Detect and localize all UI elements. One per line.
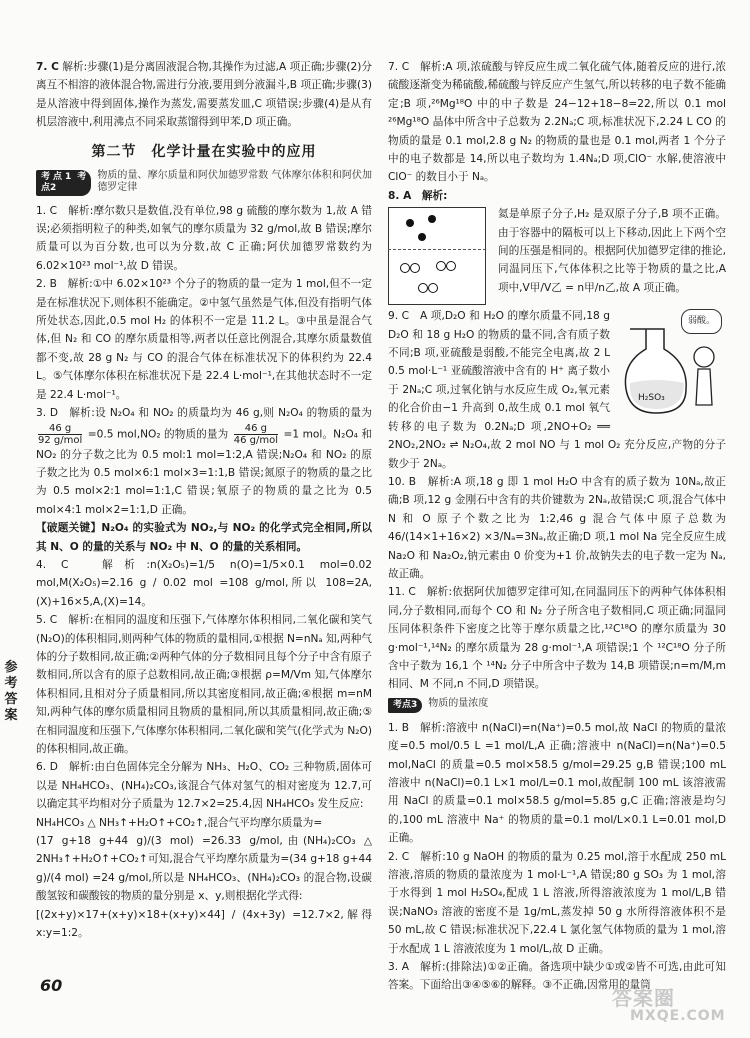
- answer-q3: [36, 404, 372, 519]
- frac-bottom: 46 g/mol: [233, 434, 279, 446]
- q3-fraction-1: [38, 423, 82, 446]
- answer-q1: 1. C 解析:摩尔数只是数值,没有单位,98 g 硫酸的摩尔数为 1,故 A 错误;必须指明粒子的种类,如氧气的摩尔质量为 32 g/mol,故 B 错误;摩尔质量可以为百分数,也可以为分数,故 C 正确;阿伏加德罗常数约为 6.02×10²³ mol⁻¹,故 D 错误。: [36, 204, 372, 272]
- answer-q7-right: 7. C 解析:A 项,浓硫酸与锌反应生成二氧化硫气体,随着反应的进行,浓硫酸逐渐变为稀硫酸,稀硫酸与锌反应产生氢气,所以转移的电子数不能确定;B 项,²⁶Mg¹⁸O 中的中子数是 24−12+18−8=22,所以 0.1 mol ²⁶Mg¹⁸O 晶体中所含中子总数为 2.2Nₐ;C 项,标准状况下,2.24 L CO 的物质的量是 0.1 mol,2.8 g N₂ 的物质的量也是 0.1 mol,两者 1 个分子中的电子数都是 14,所以电子数均为 1.4Nₐ;D 项,ClO⁻ 水解,使溶液中 ClO⁻ 的数目小于 Nₐ。: [388, 61, 726, 184]
- answer-q10: 10. B 解析:A 项,18 g 即 1 mol H₂O 中含有的质子数为 10Nₐ,故正确;B 项,12 g 金刚石中含有的共价键数为 2Nₐ,故错误;C 项,混合气体中 N 和 O 原子个数之比为 1:2,46 g 混合气体中原子总数为 46/(14×1+16×2) ×3/Nₐ=3Nₐ,故正确;D 项,1 mol Na 完全反应生成 Na₂O 和 Na₂O₂,钠元素由 0 价变为+1 价,故钠失去的电子数一定为 Nₐ,故正确。: [388, 475, 726, 580]
- frac-bottom: 92 g/mol: [38, 434, 83, 446]
- answer-q5: 5. C 解析:在相同的温度和压强下,气体摩尔体积相同,二氧化碳和笑气(N₂O)的体积相同,则两种气体的物质的量相同,①根据 N=nNₐ 知,两种气体的分子数相同,故正确;②两种气体的分子数相同且每个分子中含有原子数相同,所以含有的原子总数相同,故正确;③根据 ρ=M/Vm 知,气体摩尔体积相同,且相对分子质量相同,所以其密度相同,故正确;④根据 m=nM 知,两种气体的摩尔质量相同且物质的量相同,所以其质量相同,故正确;⑤在相同温度和压强下,气体摩尔体积相同,二氧化碳和笑气(化学式为 N₂O)的体积相同,故正确。: [36, 614, 372, 755]
- page-number: 60: [40, 976, 63, 995]
- q3-part-b: =0.5 mol,NO₂ 的物质的量为: [87, 428, 229, 440]
- frac-top: 46 g: [234, 423, 278, 435]
- q8-head: 8. A 解析:: [388, 189, 448, 202]
- right-column: [388, 58, 726, 995]
- gas-container-diagram: [388, 207, 488, 305]
- answer-q7-left-text: 解析:步骤(1)是分离固液混合物,其操作为过滤,A 项正确;步骤(2)分离互不相溶的液体混合物,需进行分液,要用到分液漏斗,B 项正确;步骤(3)是从溶液中得到固体,操作为蒸发,需要蒸发皿,C 项错误;步骤(4)是从有机层溶液中,利用沸点不同采取蒸馏得到甲苯,D 项正确。: [36, 61, 373, 129]
- answer-q8: [388, 187, 726, 307]
- answer-q6d: [(2x+y)×17+(x+y)×18+(x+y)×44] / (4x+3y) =12.7×2,解得 x:y=1:2。: [36, 908, 372, 940]
- q9-text: 9. C A 项,D₂O 和 H₂O 的摩尔质量不同,18 g D₂O 和 18 g H₂O 的物质的量不同,含有质子数不同;B 项,亚硫酸是弱酸,不能完全电离,故 2 L 0.5 mol·L⁻¹ 亚硫酸溶液中含有的 H⁺ 离子数小于 2Nₐ;C 项,过氧化钠与水反应生成 O₂,氧元素的化合价由−1 升高到 0,故生成 0.1 mol 氧气转移的电子数为 0.2Nₐ;D 项,2NO+O₂ ══ 2NO₂,2NO₂ ⇌ N₂O₄,故 2 mol NO 与 1 mol O₂ 充分反应,产物的分子数少于 2Nₐ。: [388, 310, 726, 470]
- movable-partition: [388, 249, 486, 250]
- answer-q11: 11. C 解析:依据阿伏加德罗定律可知,在同温同压下的两种气体体积相同,分子数相同,而每个 CO 和 N₂ 分子所含电子数相同,C 项正确;同温同压同体积条件下密度之比等于摩尔质量之比,¹²C¹⁸O 的摩尔质量为 30 g·mol⁻¹,¹⁴N₂ 的摩尔质量为 28 g·mol⁻¹,A 项错误;1 个 ¹²C¹⁸O 分子所含中子数为 16,1 个 ¹⁴N₂ 分子中所含中子数为 14,B 项错误;n=m/M,m 相同、M 不同,n 不同,D 项错误。: [388, 586, 726, 691]
- answer-r3: 3. A 解析:(排除法)①②正确。备选项中缺少①或②皆不可选,由此可知答案。下面给出③④⑤⑥的解释。③不正确,因常用的量筒: [388, 961, 726, 992]
- kaodian-text: 物质的量、摩尔质量和阿伏加德罗常数 气体摩尔体积和阿伏加德罗定律: [97, 169, 372, 193]
- frac-top: 46 g: [38, 423, 82, 435]
- answer-q9: [388, 307, 726, 473]
- left-column: [36, 58, 372, 942]
- kaodian-1-2: [36, 170, 372, 196]
- answer-q7-left: 7. C: [36, 61, 59, 73]
- flask-illustration: [616, 309, 726, 421]
- answer-q6c: (17 g+18 g+44 g)/(3 mol) =26.33 g/mol,由(NH₄)₂CO₃ △ 2NH₃↑+H₂O↑+CO₂↑可知,混合气平均摩尔质量为=(34 g+18 g+44 g)/(4 mol) =24 g/mol,所以是 NH₄HCO₃、(NH₄)₂CO₃ 的混合物,设碳酸氢铵和碳酸铵的物质的量分别是 x、y,则根据化学式得:: [36, 835, 372, 903]
- speech-bubble: 弱酸。: [681, 309, 722, 333]
- answer-q4: 4. C 解析:n(X₂O₅)=1/5 n(O)=1/5×0.1 mol=0.02 mol,M(X₂O₅)=2.16 g / 0.02 mol =108 g/mol,所以 108=2A,(X)+16×5,A,(X)=14。: [36, 558, 372, 608]
- answer-q6a: 6. D 解析:由白色固体完全分解为 NH₃、H₂O、CO₂ 三种物质,固体可以是 NH₄HCO₃、(NH₄)₂CO₃,该混合气体对氢气的相对密度为 12.7,可以确定其平均相对分子质量为 12.7×2=25.4,因 NH₄HCO₃ 发生反应:: [36, 761, 372, 811]
- q8-text: 氦是单原子分子,H₂ 是双原子分子,B 项不正确。由于容器中的隔板可以上下移动,因此上下两个空间的压强是相同的。根据阿伏加德罗定律的推论,同温同压下,气体体积之比等于物质的量之比,A 项中,V甲/V乙 = n甲/n乙,故 A 项正确。: [498, 208, 726, 294]
- flask-label: H₂SO₃: [638, 393, 665, 404]
- kaodian-text: 物质的量浓度: [428, 697, 489, 709]
- kaodian-tag: 考点1 考点2: [36, 170, 91, 196]
- answer-r1: 1. B 解析:溶液中 n(NaCl)=n(Na⁺)=0.5 mol,故 NaCl 的物质的量浓度=0.5 mol/0.5 L =1 mol/L,A 正确;溶液中 n(NaCl)=n(Na⁺)=0.5 mol,NaCl 的质量=0.5 mol×58.5 g/mol=29.25 g,B 错误;100 mL 溶液中 n(NaCl)=0.1 L×1 mol/L=0.1 mol,故配制 100 mL 该溶液需用 NaCl 的质量=0.1 mol×58.5 g/mol=5.85 g,C 正确;溶液是均匀的,100 mL 溶液中 Na⁺ 的物质的量=0.1 mol/L×0.1 L=0.01 mol,D 正确。: [388, 721, 726, 845]
- q3-part-c: =1 mol。N₂O₄ 和 NO₂ 的分子数之比为 0.5 mol:1 mol=1:2,A 错误;N₂O₄ 和 NO₂ 的原子数之比为 0.5 mol×6:1 mol×3=1:1,B 错误;氮原子的物质的量之比为 0.5 mol×2:1 mol=1:1,C 错误;氧原子的物质的量之比为 0.5 mol×4:1 mol×2=1:1,D 正确。: [36, 428, 372, 516]
- q3-key-note: 【破题关键】N₂O₄ 的实验式为 NO₂,与 NO₂ 的化学式完全相同,所以其 N、O 的量的关系与 NO₂ 中 N、O 的量的关系相同。: [36, 522, 372, 553]
- q3-part-a: 3. D 解析:设 N₂O₄ 和 NO₂ 的质量均为 46 g,则 N₂O₄ 的物质的量为: [36, 407, 372, 420]
- watermark-url: MXQE.COM: [630, 1008, 726, 1024]
- q3-fraction-2: [234, 423, 278, 446]
- section-title: 第二节 化学计量在实验中的应用: [91, 143, 317, 160]
- answer-q6b: NH₄HCO₃ △ NH₃↑+H₂O↑+CO₂↑,混合气平均摩尔质量为=: [36, 816, 323, 829]
- answer-r2: 2. C 解析:10 g NaOH 的物质的量为 0.25 mol,溶于水配成 250 mL 溶液,溶质的物质的量浓度为 1 mol·L⁻¹,A 错误;80 g SO₃ 为 1 mol,溶于水得到 1 mol H₂SO₄,配成 1 L 溶液,所得溶液浓度为 1 mol/L,B 错误;NaNO₃ 溶液的密度不是 1g/mL,蒸发掉 50 g 水所得溶液体积不是 50 mL,故 C 错误;标准状况下,22.4 L 氯化氢气体物质的量为 1 mol,溶于水配成 1 L 溶液浓度为 1 mol/L,故 D 正确。: [388, 850, 726, 955]
- kaodian-3: [388, 698, 726, 713]
- watermark: 答案圈: [612, 986, 675, 1010]
- answer-q2: 2. B 解析:①中 6.02×10²³ 个分子的物质的量一定为 1 mol,但不一定是在标准状况下,则体积不能确定。②中氢气虽然是气体,但没有指明气体所处状态,因此,0.5 mol H₂ 的体积不一定是 11.2 L。③中虽是混合气体,但 N₂ 和 CO 的摩尔质量相等,两者以任意比例混合,其摩尔质量数值都不变,故 28 g N₂ 与 CO 的混合气体在标准状况下的体积约为 22.4 L。⑤气体摩尔体积在标准状况下是 22.4 L·mol⁻¹,在其他状态时不一定是 22.4 L·mol⁻¹。: [36, 278, 372, 401]
- kaodian-tag: 考点3: [388, 698, 422, 713]
- side-label: 参考答案: [4, 660, 18, 723]
